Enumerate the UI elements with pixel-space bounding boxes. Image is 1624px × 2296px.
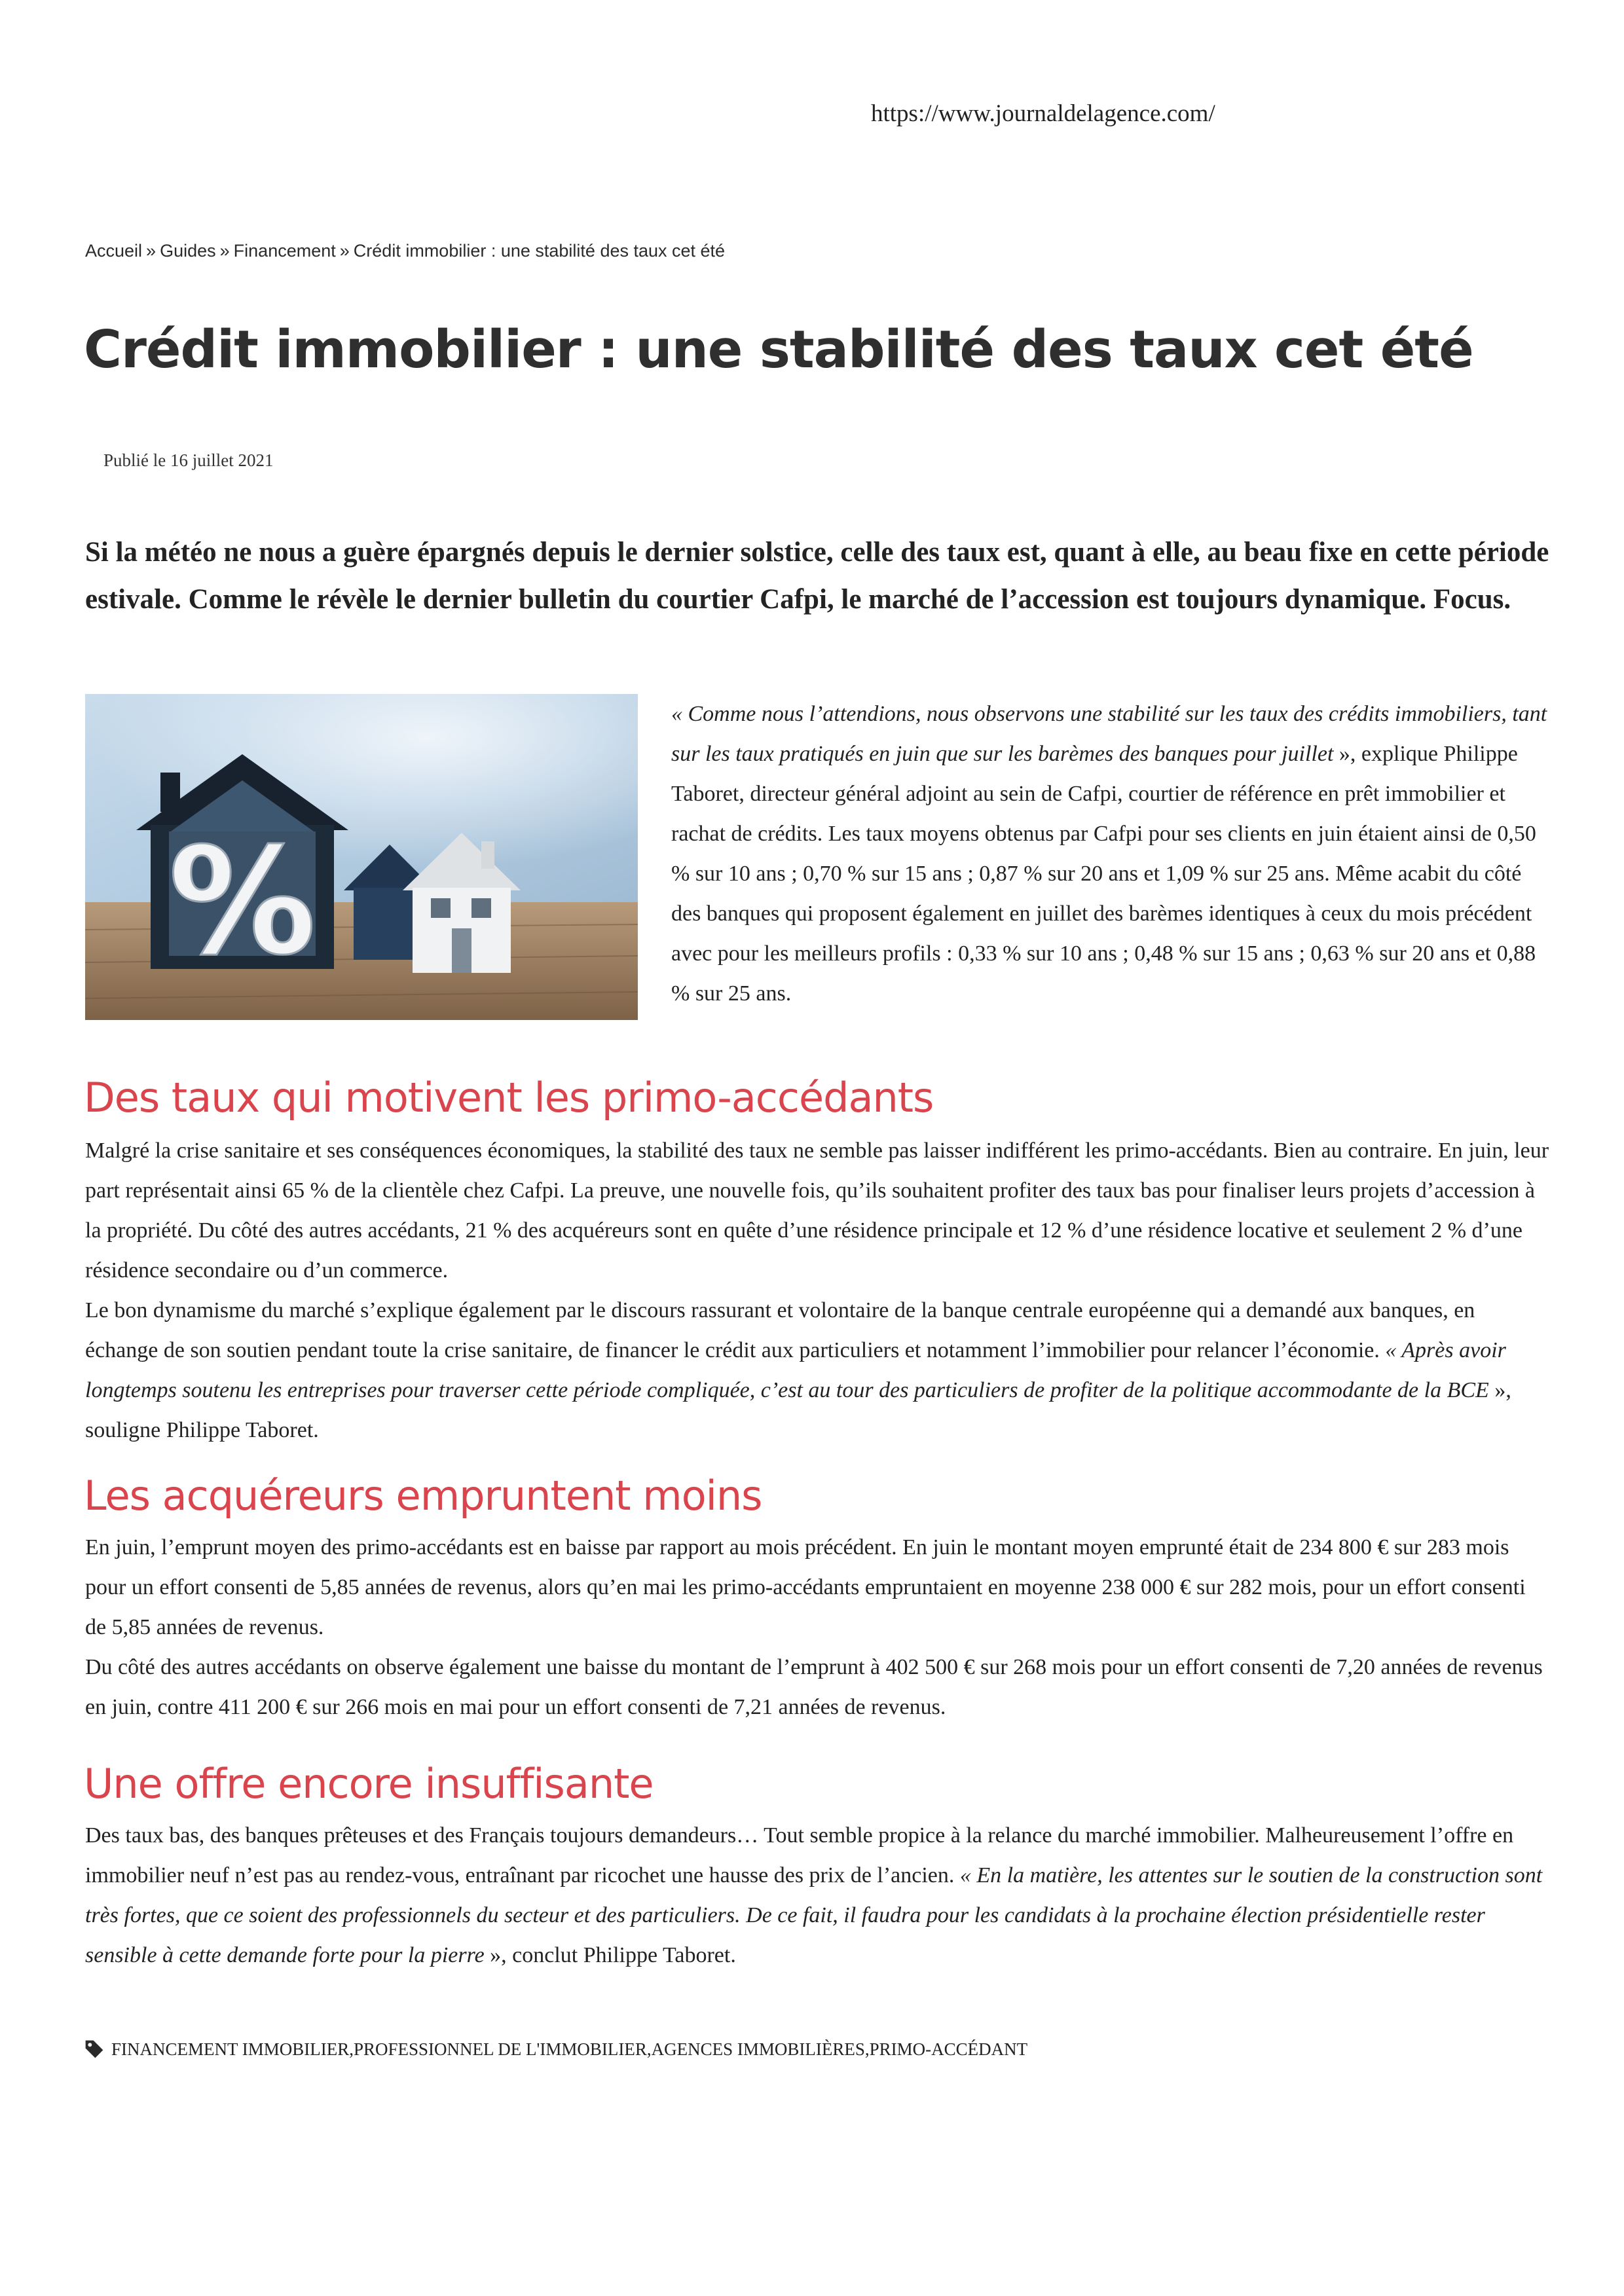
breadcrumb-current: Crédit immobilier : une stabilité des taux cet été	[353, 241, 726, 261]
section-heading-primo-accedants: Des taux qui motivent les primo-accédants	[84, 1074, 934, 1121]
section3-p-end: », conclut Philippe Taboret.	[484, 1943, 736, 1967]
section1-p2-start: Le bon dynamisme du marché s’explique également par le discours rassurant et volontaire de la banque centrale européenne qui a demandé aux banques, en échange de son soutien pendant toute la crise sanitaire, de financer le crédit aux particuliers et notamment l’immobilier pour relancer l’économie.	[85, 1298, 1475, 1362]
section1-paragraph1: Malgré la crise sanitaire et ses conséquences économiques, la stabilité des taux ne semble pas laisser indifférent les primo-accédants. Bien au contraire. En juin, leur part représentait ainsi 65 % de la clientèle chez Cafpi. La preuve, une nouvelle fois, qu’ils souhaitent profiter des taux bas pour finaliser leurs projets d’accession à la propriété. Du côté des autres accédants, 21 % des acquéreurs sont en quête d’une résidence principale et 12 % d’une résidence locative et seulement 2 % d’une résidence secondaire ou d’un commerce.	[85, 1139, 1549, 1283]
breadcrumb-separator: »	[219, 241, 230, 261]
quote-rest: », explique Philippe Taboret, directeur général adjoint au sein de Cafpi, courtier de référence en prêt immobilier et rachat de crédits. Les taux moyens obtenus par Cafpi pour ses clients en juin étaient ainsi de 0,50 % sur 10 ans ; 0,70 % sur 15 ans ; 0,87 % sur 20 ans et 1,09 % sur 25 ans. Même acabit du côté des banques qui proposent également en juillet des barèmes identiques à ceux du mois précédent avec pour les meilleurs profils : 0,33 % sur 10 ans ; 0,48 % sur 15 ans ; 0,63 % sur 20 ans et 0,88 % sur 25 ans.	[671, 742, 1536, 1006]
breadcrumb-guides[interactable]: Guides	[160, 241, 216, 261]
article-lead: Si la météo ne nous a guère épargnés depuis le dernier solstice, celle des taux est, quant à elle, au beau fixe en cette période estivale. Comme le révèle le dernier bulletin du courtier Cafpi, le marché de l’accession est toujours dynamique. Focus.	[85, 537, 1549, 615]
page-title: Crédit immobilier : une stabilité des taux cet été	[84, 319, 1473, 380]
houses-percent-illustration	[85, 694, 638, 1020]
article-image	[85, 694, 638, 1020]
section1-p2-quote: « Après avoir longtemps soutenu les entreprises pour traverser cette période compliquée, c’est au tour des particuliers de profiter de la politique accommodante de la BCE	[85, 1338, 1506, 1402]
section1-paragraph2	[85, 1290, 1552, 1450]
section1-p2-end: », souligne Philippe Taboret.	[85, 1378, 1511, 1442]
quote-italic: « Comme nous l’attendions, nous observons une stabilité sur les taux des crédits immobiliers, tant sur les taux pratiqués en juin que sur les barèmes des banques pour juillet	[671, 702, 1547, 766]
tags-list[interactable]: FINANCEMENT IMMOBILIER,PROFESSIONNEL DE L'IMMOBILIER,AGENCES IMMOBILIÈRES,PRIMO-ACCÉDANT	[111, 2039, 1028, 2059]
section3-p-start: Des taux bas, des banques prêteuses et des Français toujours demandeurs… Tout semble propice à la relance du marché immobilier. Malheureusement l’offre en immobilier neuf n’est pas au rendez-vous, entraînant par ricochet une hausse des prix de l’ancien.	[85, 1823, 1514, 1887]
section3-paragraph	[85, 1815, 1552, 1975]
section3-p-quote: « En la matière, les attentes sur le soutien de la construction sont très fortes, que ce soient des professionnels du secteur et des particuliers. De ce fait, il faudra pour les candidats à la prochaine élection présidentielle rester sensible à cette demande forte pour la pierre	[85, 1863, 1543, 1967]
breadcrumb-financement[interactable]: Financement	[233, 241, 336, 261]
section2-paragraph2: Du côté des autres accédants on observe également une baisse du montant de l’emprunt à 402 500 € sur 268 mois pour un effort consenti de 7,20 années de revenus en juin, contre 411 200 € sur 266 mois en mai pour un effort consenti de 7,21 années de revenus.	[85, 1655, 1543, 1719]
tags-row	[84, 2039, 1027, 2060]
section-heading-offre: Une offre encore insuffisante	[84, 1760, 654, 1808]
breadcrumb-separator: »	[339, 241, 350, 261]
tag-icon	[84, 2039, 105, 2060]
section2-paragraph1: En juin, l’emprunt moyen des primo-accédants est en baisse par rapport au mois précédent. En juin le montant moyen emprunté était de 234 800 € sur 283 mois pour un effort consenti de 5,85 années de revenus, alors qu’en mai les primo-accédants empruntaient en moyenne 238 000 € sur 282 mois, pour un effort consenti de 5,85 années de revenus.	[85, 1535, 1526, 1639]
publish-date: Publié le 16 juillet 2021	[103, 450, 274, 470]
breadcrumb-separator: »	[146, 241, 157, 261]
breadcrumb	[85, 241, 725, 261]
quote-paragraph	[671, 694, 1552, 1013]
breadcrumb-home[interactable]: Accueil	[85, 241, 143, 261]
percent-symbol: %	[168, 816, 316, 988]
page-url: https://www.journaldelagence.com/	[871, 100, 1215, 127]
section-heading-acquereurs: Les acquéreurs empruntent moins	[84, 1472, 762, 1520]
